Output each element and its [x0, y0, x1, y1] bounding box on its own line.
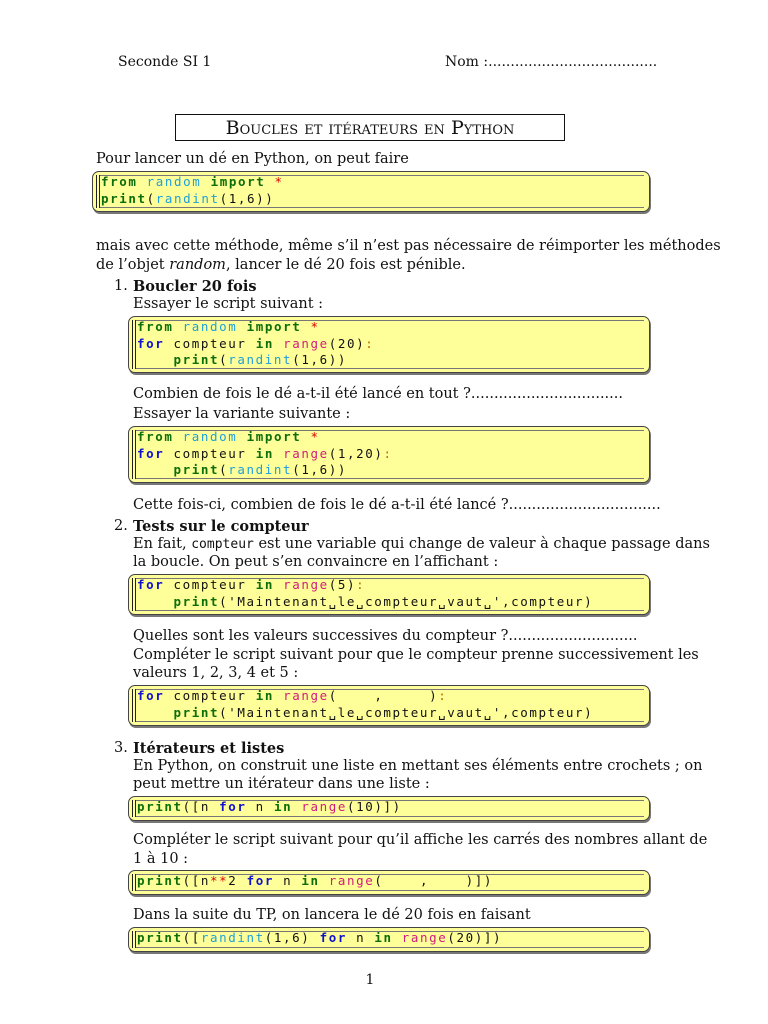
section1-heading: Boucler 20 fois: [133, 278, 257, 295]
code-block-dice-list: print([randint(1,6) for n in range(20)]): [128, 927, 650, 952]
section3-heading: Itérateurs et listes: [133, 740, 285, 757]
page-number: 1: [365, 972, 375, 988]
code-block-import-print: from random import * print(randint(1,6)): [92, 171, 650, 212]
section2-question1: Quelles sont les valeurs successives du compteur ?............................: [133, 628, 638, 644]
section1-instruction: Essayer le script suivant :: [133, 296, 324, 312]
section2-text-line1: En fait, compteur est une variable qui change de valeur à chaque passage dans: [133, 536, 710, 552]
page-title: Boucles et itérateurs en Python: [175, 114, 565, 141]
code-block-loop-1-20: from random import * for compteur in range(1,20): print(randint(1,6)): [128, 426, 650, 483]
method-paragraph-line1: mais avec cette méthode, même s’il n’est pas nécessaire de réimporter les méthodes: [96, 238, 721, 254]
method-paragraph-line2: de l’objet random, lancer le dé 20 fois est pénible.: [96, 257, 466, 273]
section1-number: 1.: [114, 278, 128, 294]
intro-text: Pour lancer un dé en Python, on peut faire: [96, 151, 409, 167]
section2-text-line4: valeurs 1, 2, 3, 4 et 5 :: [133, 665, 299, 681]
class-label: Seconde SI 1: [118, 54, 212, 70]
section2-text-line2: la boucle. On peut s’en convaincre en l’affichant :: [133, 554, 499, 570]
code-block-squares: print([n**2 for n in range( , )]): [128, 870, 650, 895]
code-block-print-compteur: for compteur in range(5): print('Maintenant␣le␣compteur␣vaut␣',compteur): [128, 574, 650, 615]
section3-text-line4: 1 à 10 :: [133, 851, 189, 867]
section3-number: 3.: [114, 740, 128, 756]
section3-text-line2: peut mettre un itérateur dans une liste :: [133, 776, 430, 792]
section1-question1: Combien de fois le dé a-t-il été lancé en tout ?.................................: [133, 386, 623, 402]
section3-text-line5: Dans la suite du TP, on lancera le dé 20 fois en faisant: [133, 907, 531, 923]
name-field-label: Nom :......................................: [445, 54, 658, 70]
section1-question2: Cette fois-ci, combien de fois le dé a-t-il été lancé ?.................................: [133, 497, 661, 513]
code-block-list-iterator: print([n for n in range(10)]): [128, 796, 650, 821]
section1-variant-text: Essayer la variante suivante :: [133, 406, 351, 422]
code-block-loop-20: from random import * for compteur in range(20): print(randint(1,6)): [128, 316, 650, 373]
section3-text-line3: Compléter le script suivant pour qu’il affiche les carrés des nombres allant de: [133, 832, 708, 848]
section2-heading: Tests sur le compteur: [133, 518, 309, 535]
section2-text-line3: Compléter le script suivant pour que le compteur prenne successivement les: [133, 647, 699, 663]
code-block-complete-range: for compteur in range( , ): print('Maintenant␣le␣compteur␣vaut␣',compteur): [128, 685, 650, 726]
section3-text-line1: En Python, on construit une liste en mettant ses éléments entre crochets ; on: [133, 758, 703, 774]
section2-number: 2.: [114, 518, 128, 534]
